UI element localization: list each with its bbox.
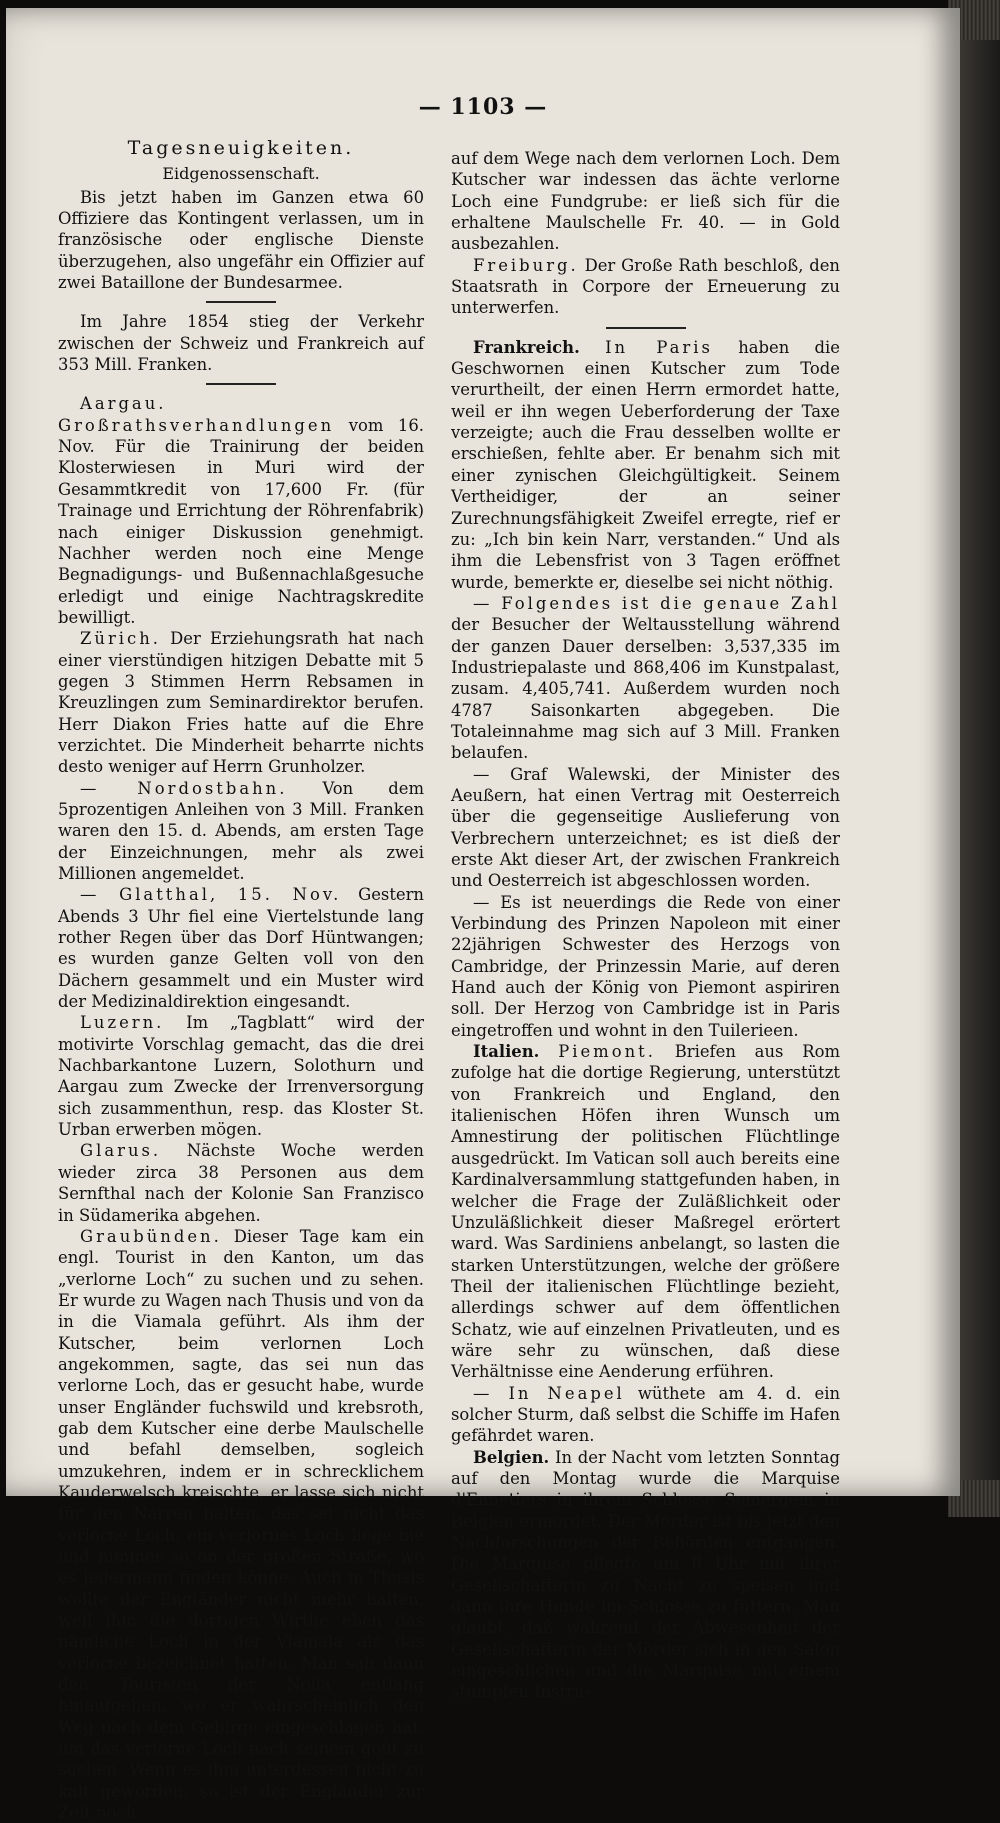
article-continuation: auf dem Wege nach dem verlornen Loch. Dem Kutscher war indessen das ächte verlorne Loch eine Fundgrube: er ließ sich für die erhaltene Maulschelle Fr. 40. — in Gold ausbezahlen. — [451, 149, 840, 254]
text-glatthal: Gestern Abends 3 Uhr fiel eine Viertelstunde lang rother Regen über das Dorf Hüntwangen; es wurden ganze Gelten voll von den Dächern gesammelt und ein Muster wird der Medizinaldirektion eingesandt. — [58, 885, 424, 1012]
page-edge-shadow — [960, 40, 1000, 1480]
place-graubuenden: Graubünden. — [80, 1226, 222, 1246]
place-nordostbahn: — Nordostbahn. — [80, 778, 288, 798]
text-frankreich: haben die Geschwornen einen Kutscher zum Tode verurtheilt, der einen Herrn ermordet hatte, weil er ihn wegen Ueberforderung der Taxe verzeigte; auch die Frau desselben wollte er erschießen, fehlte aber. Er benahm sich mit einer zynischen Gleichgültigkeit. Seinem Vertheidiger, der an seiner Zurechnungsfähigkeit Zweifel erregte, rief er zu: „Ich bin kein Narr, verstanden.“ Und als ihm die Lebensfrist von 3 Tagen eröffnet wurde, bemerkte er, dieselbe sei nicht nöthig. — [451, 337, 840, 592]
place-zurich: Zürich. — [80, 629, 161, 649]
divider — [606, 327, 686, 329]
article-neapel — [451, 1383, 840, 1447]
article-officers: Bis jetzt haben im Ganzen etwa 60 Offiziere das Kontingent verlassen, um in französische oder englische Dienste überzugehen, also ungefähr ein Offizier auf zwei Bataillone der Bundesarmee. — [58, 187, 424, 293]
article-trade: Im Jahre 1854 stieg der Verkehr zwischen der Schweiz und Frankreich auf 353 Mill. Franken. — [58, 312, 424, 375]
place-freiburg: Freiburg. — [473, 255, 579, 275]
text-neapel: wüthete am 4. d. ein solcher Sturm, daß selbst die Schiffe im Hafen gefährdet waren. — [451, 1383, 840, 1446]
article-nordostbahn — [58, 778, 424, 885]
text-belgien: In der Nacht vom letzten Sonntag auf den Montag wurde die Marquise d'Ennetiers in ihrem Schlosse Semergem in Belgien ermordet. Der Mörder ist bis jetzt den Nachforschungen der Behörden entgangen. Die Marquise pflegte um 8 Uhr mit ihrer Gesellschafterin zu Nacht zu speisen und dann ihre Hunde im Schlosse zu füttern. Man glaubt, daß während der Abwesenheit der Gesellschafterin der Mörder sich in den Salon eingeschlichen und die Marquise mit einem stumpfen Instru- — [451, 1447, 840, 1702]
article-napoleon: — Es ist neuerdings die Rede von einer Verbindung des Prinzen Napoleon mit einer 22jährigen Schwester des Herzogs von Cambridge, der Prinzessin Marie, auf deren Hand auch der König von Piemont aspiriren soll. Der Herzog von Cambridge ist in Paris eingetroffen und wohnt in den Tuilerieen. — [451, 892, 840, 1040]
section-subhead: Eidgenossenschaft. — [162, 164, 320, 184]
place-aargau: Aargau. — [80, 394, 167, 414]
text-italien: Briefen aus Rom zufolge hat die dortige Regierung, unterstützt von Frankreich und England, den italienischen Höfen ihren Wunsch um Amnestirung der politischen Flüchtlinge ausgedrückt. Im Vatican soll auch bereits eine Kardinalversammlung stattgefunden haben, in welcher die Frage der Zuläßlichkeit oder Unzuläßlichkeit dieser Maßregel erörtert ward. Was Sardiniens anbelangt, so lasten die starken Unterstützungen, welche der größere Theil der italienischen Flüchtlinge bezieht, allerdings schwer auf dem öffentlichen Schatz, wie auf einzelnen Privatleuten, und es wäre sehr zu wünschen, daß diese Verhältnisse eine Aenderung erführen. — [451, 1042, 840, 1382]
text-nordostbahn: Von dem 5prozentigen Anleihen von 3 Mill. Franken waren den 15. d. Abends, am ersten Tage der Einzeichnungen, mehr als zwei Millionen angemeldet. — [58, 778, 424, 883]
article-italien — [451, 1041, 840, 1383]
lead-folgendes: — Folgendes ist die genaue Zahl — [473, 593, 840, 613]
page-number: — 1103 — — [418, 94, 548, 120]
country-italien: Italien. — [473, 1042, 540, 1062]
article-glatthal — [58, 884, 424, 1012]
article-freiburg — [451, 255, 840, 319]
country-belgien: Belgien. — [473, 1447, 550, 1467]
article-frankreich — [451, 337, 840, 593]
article-weltausstellung — [451, 593, 840, 764]
article-belgien — [451, 1447, 840, 1703]
article-aargau — [58, 393, 424, 628]
left-column — [58, 138, 424, 1823]
section-headline: Tagesneuigkeiten. — [127, 137, 355, 159]
text-glarus: Nächste Woche werden wieder zirca 38 Personen aus dem Sernfthal nach der Kolonie San Franzisco in Südamerika abgehen. — [58, 1141, 424, 1225]
divider — [206, 301, 276, 303]
place-neapel: — In Neapel — [473, 1383, 625, 1403]
text-weltausstellung: der Besucher der Weltausstellung während der ganzen Dauer derselben: 3,537,335 im Industriepalaste und 868,406 im Kunstpalast, zusam. 4,405,741. Außerdem wurden noch 4787 Saisonkarten abgegeben. Die Totaleinnahme mag sich auf 3 Mill. Franken belaufen. — [451, 615, 840, 763]
country-frankreich: Frankreich. — [473, 337, 580, 357]
text-luzern: Im „Tagblatt“ wird der motivirte Vorschlag gemacht, das die drei Nachbarkantone Luzern, Solothurn und Aargau zum Zwecke der Irrenversorgung sich zusammenthun, resp. das Kloster St. Urban erwerben mögen. — [58, 1013, 424, 1140]
divider — [206, 383, 276, 385]
right-column — [451, 148, 840, 1703]
place-piemont: Piemont. — [558, 1042, 656, 1062]
place-luzern: Luzern. — [80, 1013, 165, 1033]
text-aargau: vom 16. Nov. Für die Trainirung der beiden Klosterwiesen in Muri wird der Gesammtkredit von 17,600 Fr. (für Trainage und Errichtung der Röhrenfabrik) nach einiger Diskussion genehmigt. Nachher werden noch eine Menge Begnadigungs- und Bußennachlaßgesuche erledigt und einige Nachtragskredite bewilligt. — [58, 415, 424, 627]
heading-grossrath: Großrathsverhandlungen — [58, 415, 335, 435]
place-glatthal: — Glatthal, 15. Nov. — [80, 885, 342, 905]
article-zurich — [58, 628, 424, 777]
article-graubuenden — [58, 1226, 424, 1823]
place-paris: In Paris — [605, 337, 713, 357]
text-zurich: Der Erziehungsrath hat nach einer vierstündigen hitzigen Debatte mit 5 gegen 3 Stimmen Herrn Rebsamen in Kreuzlingen zum Seminardirektor berufen. Herr Diakon Fries hatte auf die Ehre verzichtet. Die Minderheit beharrte nichts desto weniger auf Herrn Grunholzer. — [58, 629, 424, 777]
place-glarus: Glarus. — [80, 1141, 162, 1161]
newspaper-page — [6, 8, 960, 1823]
text-freiburg: Der Große Rath beschloß, den Staatsrath in Corpore der Erneuerung zu unterwerfen. — [451, 255, 840, 318]
article-glarus — [58, 1140, 424, 1225]
article-walewski: — Graf Walewski, der Minister des Aeußern, hat einen Vertrag mit Oesterreich über die gegenseitige Auslieferung von Verbrechern unterzeichnet; es ist dieß der erste Akt dieser Art, der zwischen Frankreich und Oesterreich ist abgeschlossen worden. — [451, 764, 840, 891]
article-luzern — [58, 1012, 424, 1140]
text-graubuenden: Dieser Tage kam ein engl. Tourist in den Kanton, um das „verlorne Loch“ zu suchen und zu sehen. Er wurde zu Wagen nach Thusis und von da in die Viamala geführt. Als ihm der Kutscher, beim verlornen Loch angekommen, sagte, das sei nun das verlorne Loch, das er gesucht habe, wurde unser Engländer fuchswild und krebsroth, gab dem Kutscher eine derbe Maulschelle und befahl demselben, sogleich umzukehren, indem er in schrecklichem Kauderwelsch kreischte, er lasse sich nicht für den Narren halten, das sei nicht das verlorne Loch, ein verlornes Loch liege nie und nimmer so an der großen Straße, wo es Jedermann finden könne. Auch in Thusis wollte der Engländer nicht mehr halten, weil ihm die dortigen Wirthe eben das nämliche Loch in der Viamala als das verlorne bezeichnet hatten. Man sah dann den Touristen der Nolla entlang hinaufgehen, wo er wahrscheinlich den Weg nach dem Gebirge eingeschlagen hat, um das verlorne Loch nach seinem goût zu suchen. Wenn es ihm unterdessen nicht zu kalt geworden, so ist der Engländer zur Zeit noch — [58, 1226, 425, 1823]
